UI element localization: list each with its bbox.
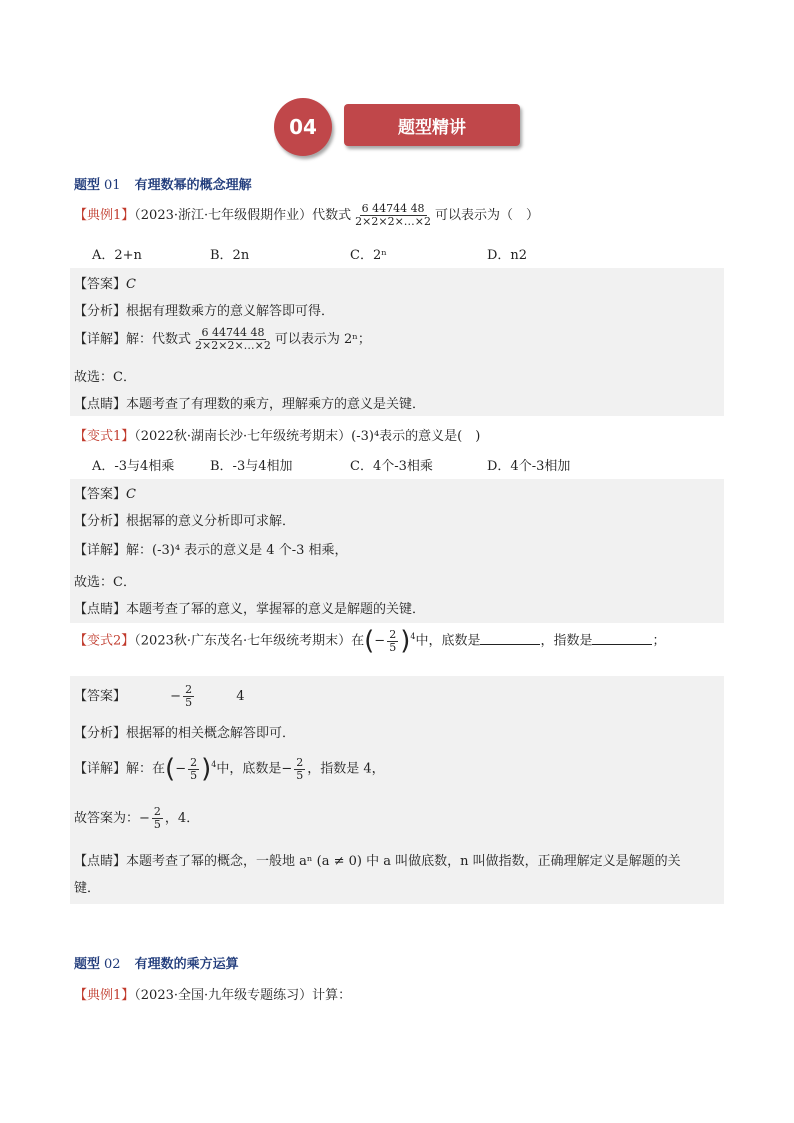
variant-1-choice: 故选：C．: [74, 575, 136, 590]
variant-1-option-c: C．4个-3相乘: [350, 459, 433, 474]
variant-1-option-a: A．-3与4相乘: [92, 459, 175, 474]
variant-2-fraction: $\frac{2}{5}$: [389, 627, 397, 654]
example-1-comment: 【点睛】本题考查了有理数的乘方，理解乘方的意义是关键．: [74, 397, 426, 412]
variant-1-option-d: D．4个-3相加: [487, 459, 571, 474]
example-1-detail: 【详解】解：代数式 $\frac{6 44744 48}{2\times 2\times 2\times\dots\times 2}$ 可以表示为 2ⁿ；: [74, 326, 371, 352]
example-1-detail-fraction: $\frac{6 44744 48}{2\times 2\times 2\times\dots\times 2}$: [195, 326, 271, 352]
variant-2-analysis: 【分析】根据幂的相关概念解答即可．: [74, 726, 296, 741]
section-1-title: 题型 01 有理数幂的概念理解: [74, 178, 252, 193]
variant-2-question: 【变式2】（2023秋·广东茂名·七年级统考期末）在(− $\frac{2}{5}$ )$^4$中，底数是 ，指数是 ；: [74, 626, 666, 656]
section-title-banner: 题型精讲: [344, 104, 520, 146]
example-1-analysis: 【分析】根据有理数乘方的意义解答即可得．: [74, 304, 335, 319]
variant-2-solution-block: [70, 676, 724, 904]
example-1-question: 【典例1】（2023·浙江·七年级假期作业）代数式 $\frac{6 44744 48}{2\times 2\times 2\times\dots\times 2}$ 可以表示为（ ）: [74, 202, 540, 228]
variant-2-result: 故答案为：− $\frac{2}{5}$ ，4．: [74, 805, 200, 831]
example-1-option-c: C．2ⁿ: [350, 248, 387, 263]
example-1-answer: 【答案】C: [74, 277, 136, 292]
variant-1-detail: 【详解】解：(-3)⁴ 表示的意义是 4 个-3 相乘，: [74, 543, 348, 558]
section-2-title: 题型 02 有理数的乘方运算: [74, 957, 239, 972]
variant-2-comment-cont: 键．: [74, 881, 101, 896]
variant-2-comment: 【点睛】本题考查了幂的概念，一般地 aⁿ (a ≠ 0) 中 a 叫做底数，n 叫做指数，正确理解定义是解题的关: [74, 854, 681, 869]
example-2-question: 【典例1】（2023·全国·九年级专题练习）计算：: [74, 988, 352, 1003]
variant-1-comment: 【点睛】本题考查了幂的意义，掌握幂的意义是解题的关键．: [74, 602, 426, 617]
example-1-option-d: D．n2: [487, 248, 528, 263]
example-1-fraction: $\frac{6 44744 48}{2\times 2\times 2\times\dots\times 2}$: [355, 202, 432, 228]
variant-1-answer: 【答案】C: [74, 487, 136, 502]
variant-1-question: 【变式1】（2022秋·湖南长沙·七年级统考期末）(-3)⁴表示的意义是( ): [74, 429, 481, 444]
variant-2-answer: 【答案】 − $\frac{2}{5}$ 4: [74, 683, 245, 709]
variant-1-option-b: B．-3与4相加: [210, 459, 293, 474]
variant-1-analysis: 【分析】根据幂的意义分析即可求解．: [74, 514, 296, 529]
section-number-badge: 04: [274, 98, 332, 156]
example-1-option-b: B．2n: [210, 248, 250, 263]
example-1-choice: 故选：C．: [74, 370, 136, 385]
exponent-blank: [592, 632, 652, 645]
variant-2-detail: 【详解】解：在(− $\frac{2}{5}$ )$^4$中，底数是− $\frac{2}{5}$ ，指数是 4，: [74, 754, 385, 784]
example-1-option-a: A．2+n: [92, 248, 142, 263]
base-blank: [480, 632, 540, 645]
